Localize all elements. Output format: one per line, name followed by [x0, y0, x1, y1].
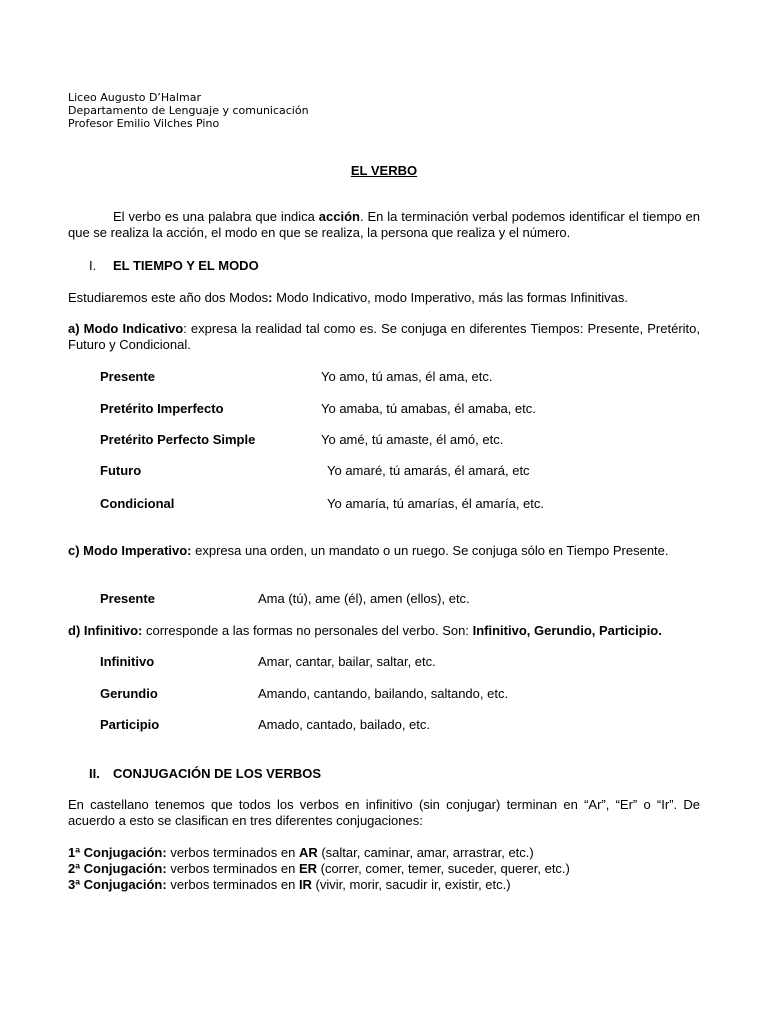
conjugation-text: verbos terminados en — [166, 877, 299, 892]
conjugation-line — [68, 861, 570, 877]
conjugation-text: verbos terminados en — [166, 845, 299, 860]
infinitivo-term: Gerundio — [100, 686, 158, 701]
infinitivo-paragraph — [68, 623, 662, 639]
imperativo-paragraph — [68, 543, 700, 559]
section-2-number: II. — [89, 766, 100, 781]
conjugation-line — [68, 845, 534, 861]
indicativo-example: Yo amaba, tú amabas, él amaba, etc. — [321, 401, 536, 416]
section-1-heading: EL TIEMPO Y EL MODO — [113, 258, 259, 273]
section-2-intro: En castellano tenemos que todos los verbos en infinitivo (sin conjugar) terminan en “Ar”, “Er” o “Ir”. De acuerdo a esto se clasifican en tres diferentes conjugaciones: — [68, 797, 700, 828]
infinitivo-text: corresponde a las formas no personales del verbo. Son: — [142, 623, 473, 638]
imperativo-label: c) Modo Imperativo: — [68, 543, 192, 558]
infinitivo-example: Amado, cantado, bailado, etc. — [258, 717, 431, 732]
conjugation-examples: (vivir, morir, sacudir ir, existir, etc.) — [311, 877, 511, 892]
indicativo-term: Pretérito Perfecto Simple — [100, 432, 256, 447]
school-name: Liceo Augusto D’Halmar — [68, 91, 201, 104]
indicativo-example: Yo amo, tú amas, él ama, etc. — [321, 369, 493, 384]
intro-bold-word: acción — [318, 209, 360, 224]
imperativo-term: Presente — [100, 591, 155, 606]
conjugation-examples: (saltar, caminar, amar, arrastrar, etc.) — [317, 845, 534, 860]
infinitivo-forms: Infinitivo, Gerundio, Participio. — [472, 623, 662, 638]
document-title: EL VERBO — [350, 163, 418, 178]
conjugation-ending: AR — [298, 845, 318, 860]
conjugation-ending: ER — [298, 861, 317, 876]
infinitivo-label: d) Infinitivo: — [68, 623, 143, 638]
department-name: Departamento de Lenguaje y comunicación — [68, 104, 309, 117]
conjugation-label: 3ª Conjugación: — [68, 877, 167, 892]
intro-text-after: . En la terminación verbal podemos identificar el tiempo en que se realiza la acción, el modo en que se realiza, la persona que realiza y el número. — [68, 209, 700, 240]
section-1-intro-before: Estudiaremos este año dos Modos — [68, 290, 269, 305]
teacher-name: Profesor Emilio Vilches Pino — [68, 117, 220, 130]
intro-paragraph — [68, 209, 700, 241]
indicativo-term: Futuro — [100, 463, 142, 478]
intro-text-before: El verbo es una palabra que indica — [113, 209, 319, 224]
indicativo-example: Yo amé, tú amaste, él amó, etc. — [321, 432, 504, 447]
indicativo-paragraph — [68, 321, 700, 353]
section-1-intro-after: Modo Indicativo, modo Imperativo, más las formas Infinitivas. — [272, 290, 628, 305]
section-1-intro — [68, 290, 628, 306]
conjugation-text: verbos terminados en — [166, 861, 299, 876]
imperativo-example: Ama (tú), ame (él), amen (ellos), etc. — [258, 591, 470, 606]
indicativo-example: Yo amaría, tú amarías, él amaría, etc. — [327, 496, 545, 511]
conjugation-label: 1ª Conjugación: — [68, 845, 167, 860]
section-2-heading: CONJUGACIÓN DE LOS VERBOS — [113, 766, 322, 781]
section-1-intro-colon: : — [268, 290, 273, 305]
infinitivo-term: Infinitivo — [100, 654, 155, 669]
indicativo-term: Condicional — [100, 496, 175, 511]
indicativo-term: Presente — [100, 369, 155, 384]
infinitivo-example: Amando, cantando, bailando, saltando, etc. — [258, 686, 509, 701]
conjugation-label: 2ª Conjugación: — [68, 861, 167, 876]
imperativo-text: expresa una orden, un mandato o un ruego. Se conjuga sólo en Tiempo Presente. — [191, 543, 669, 558]
conjugation-examples: (correr, comer, temer, suceder, querer, etc.) — [317, 861, 570, 876]
infinitivo-example: Amar, cantar, bailar, saltar, etc. — [258, 654, 436, 669]
indicativo-text: : expresa la realidad tal como es. Se conjuga en diferentes Tiempos: Presente, Pretérito, Futuro y Condicional. — [68, 321, 700, 352]
conjugation-ending: IR — [298, 877, 312, 892]
section-1-number: I. — [89, 258, 97, 273]
indicativo-term: Pretérito Imperfecto — [100, 401, 224, 416]
indicativo-example: Yo amaré, tú amarás, él amará, etc — [327, 463, 530, 478]
infinitivo-term: Participio — [100, 717, 160, 732]
indicativo-label: a) Modo Indicativo — [68, 321, 184, 336]
conjugation-line — [68, 877, 511, 893]
